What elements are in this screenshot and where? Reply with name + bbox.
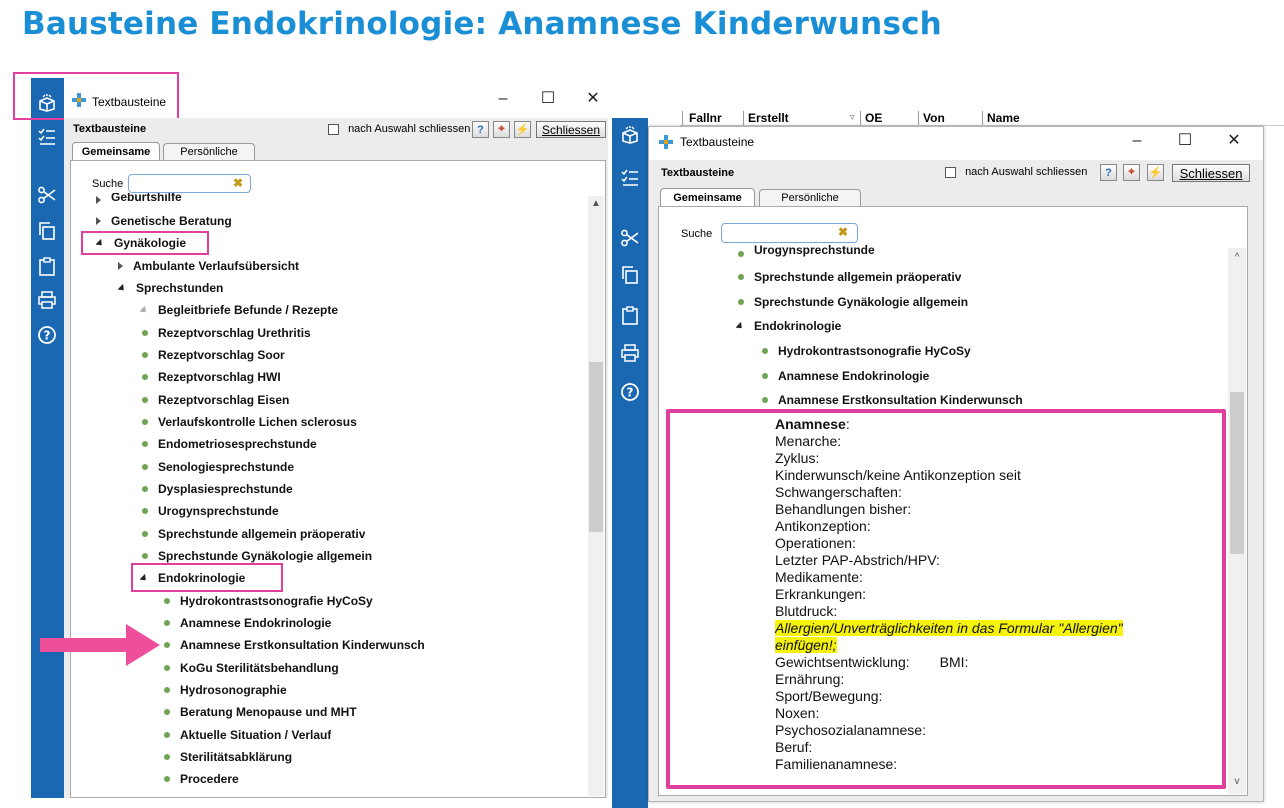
tree-item-endokrinologie[interactable]: Endokrinologie <box>140 570 245 586</box>
scroll-up-icon[interactable]: ▲ <box>591 198 601 209</box>
scissors-icon[interactable] <box>619 227 641 249</box>
tree-item[interactable]: Hydrosonographie <box>164 682 287 698</box>
left-close-button[interactable]: Schliessen <box>536 121 606 138</box>
annotation-box-endokrinologie <box>131 563 283 592</box>
minimize-button[interactable]: – <box>1132 132 1142 149</box>
tree-item[interactable]: Anamnese Endokrinologie <box>164 615 331 631</box>
clipboard-icon[interactable] <box>619 304 641 326</box>
tree-item[interactable]: Urogynsprechstunde <box>142 503 279 519</box>
right-search-input[interactable] <box>721 223 858 243</box>
tree-item[interactable]: Urogynsprechstunde <box>738 245 875 257</box>
page-title: Bausteine Endokrinologie: Anamnese Kinderwunsch <box>22 6 942 42</box>
background-table-header <box>680 110 1284 126</box>
tree-item[interactable]: Endometriosesprechstunde <box>142 436 317 452</box>
tree-item[interactable]: Sprechstunde allgemein präoperativ <box>738 269 961 285</box>
right-header-label: Textbausteine <box>661 167 735 179</box>
preview-line: Antikonzeption: <box>775 518 871 534</box>
scroll-down-icon[interactable]: v <box>1234 776 1240 787</box>
tree-item-anamnese-kinderwunsch[interactable]: Anamnese Erstkonsultation Kinderwunsch <box>762 392 1023 408</box>
maximize-button[interactable]: ☐ <box>1177 132 1193 149</box>
tree-item[interactable]: Geburtshilfe <box>96 193 182 204</box>
tree-item[interactable]: Rezeptvorschlag HWI <box>142 369 281 385</box>
preview-line: Operationen: <box>775 535 856 551</box>
tree-item[interactable]: Anamnese Endokrinologie <box>762 368 929 384</box>
clear-icon[interactable]: ✖ <box>233 176 244 190</box>
print-icon[interactable] <box>619 342 641 364</box>
close-window-button[interactable]: ✕ <box>586 90 600 107</box>
annotation-box-icon <box>13 72 179 120</box>
right-tree <box>660 245 1226 410</box>
clear-icon[interactable]: ✖ <box>838 225 849 239</box>
preview-line: Blutdruck: <box>775 603 838 619</box>
preview-line: Letzter PAP-Abstrich/HPV: <box>775 552 940 568</box>
annotation-box-gynaekologie <box>81 231 209 255</box>
textbausteine-icon <box>659 135 673 149</box>
print-icon[interactable] <box>36 289 58 311</box>
preview-line: Ernährung: <box>775 671 845 687</box>
tab-gemeinsame[interactable]: Gemeinsame <box>72 142 160 160</box>
preview-line: Menarche: <box>775 433 842 449</box>
tree-item[interactable]: Rezeptvorschlag Soor <box>142 347 285 363</box>
tree-item[interactable]: Sprechstunden <box>118 280 223 296</box>
tree-item[interactable]: Verlaufskontrolle Lichen sclerosus <box>142 414 357 430</box>
help-icon[interactable] <box>619 381 641 403</box>
flash-icon[interactable]: ⚡ <box>1147 164 1164 181</box>
preview-line: Kinderwunsch/keine Antikonzeption seit <box>775 467 1021 483</box>
annotation-box-preview <box>666 409 1226 789</box>
list-icon[interactable] <box>36 126 58 148</box>
tree-item[interactable]: Genetische Beratung <box>96 213 232 229</box>
help-icon[interactable]: ? <box>1100 164 1117 181</box>
tree-item-endokrinologie[interactable]: Endokrinologie <box>736 318 841 334</box>
tree-item[interactable]: Rezeptvorschlag Urethritis <box>142 325 311 341</box>
tab-gemeinsame[interactable]: Gemeinsame <box>660 188 755 206</box>
help-icon[interactable]: ? <box>472 121 489 138</box>
right-scroll-thumb[interactable] <box>1230 392 1244 554</box>
tab-persoenliche[interactable]: Persönliche <box>759 189 861 206</box>
preview-line: Psychosozialanamnese: <box>775 722 926 738</box>
col-name[interactable]: Name <box>982 111 1020 125</box>
list-icon[interactable] <box>619 167 641 189</box>
tree-item[interactable]: Sprechstunde Gynäkologie allgemein <box>142 548 372 564</box>
left-close-after-select[interactable] <box>328 123 470 135</box>
right-close-after-select[interactable] <box>945 166 1087 178</box>
clipboard-icon[interactable] <box>36 255 58 277</box>
copy-icon[interactable] <box>36 220 58 242</box>
scissors-icon[interactable] <box>36 184 58 206</box>
left-search-label: Suche <box>92 178 124 190</box>
close-after-select-label: nach Auswahl schliessen <box>965 166 1088 178</box>
tree-item[interactable]: Sprechstunde Gynäkologie allgemein <box>738 294 968 310</box>
preview-line: Noxen: <box>775 705 820 721</box>
right-sidebar <box>612 118 648 808</box>
col-erstellt[interactable]: Erstellt <box>743 111 789 125</box>
tree-item[interactable]: Procedere <box>164 771 239 787</box>
preview-line: Schwangerschaften: <box>775 484 902 500</box>
minimize-button[interactable]: – <box>498 90 508 107</box>
tree-item[interactable]: Sterilitätsabklärung <box>164 749 292 765</box>
col-von[interactable]: Von <box>918 111 945 125</box>
close-after-select-checkbox[interactable] <box>328 124 339 135</box>
left-scrollbar[interactable] <box>588 196 604 796</box>
tree-item-gynaekologie[interactable]: Gynäkologie <box>96 235 186 251</box>
col-fallnr[interactable]: Fallnr <box>682 111 722 125</box>
flash-icon[interactable]: ⚡ <box>514 121 531 138</box>
left-tree <box>72 193 588 797</box>
preview-highlight-line: einfügen!; <box>775 637 837 653</box>
tree-item[interactable]: Aktuelle Situation / Verlauf <box>164 727 331 743</box>
svg-text:?: ? <box>43 328 51 343</box>
bookmark-icon[interactable]: ⌖ <box>493 121 510 138</box>
tree-item[interactable]: Hydrokontrastsonografie HyCoSy <box>762 343 971 359</box>
tree-item[interactable]: Beratung Menopause und MHT <box>164 704 357 720</box>
scroll-up-icon[interactable]: ^ <box>1234 252 1240 263</box>
tree-item[interactable]: KoGu Sterilitätsbehandlung <box>164 660 339 676</box>
preview-line: Zyklus: <box>775 450 820 466</box>
tree-item[interactable]: Begleitbriefe Befunde / Rezepte <box>140 302 338 318</box>
preview-line: Sport/Bewegung: <box>775 688 883 704</box>
tree-item[interactable]: Hydrokontrastsonografie HyCoSy <box>164 593 373 609</box>
right-window-title: Textbausteine <box>680 135 755 149</box>
close-after-select-label: nach Auswahl schliessen <box>348 123 471 135</box>
left-window-title: Textbausteine <box>92 95 167 109</box>
preview-line: Beruf: <box>775 739 813 755</box>
copy-icon[interactable] <box>619 264 641 286</box>
left-header-label: Textbausteine <box>73 123 147 135</box>
tab-persoenliche[interactable]: Persönliche <box>163 143 255 160</box>
close-after-select-checkbox[interactable] <box>945 167 956 178</box>
right-scrollbar[interactable] <box>1228 248 1246 794</box>
sort-icon[interactable]: ▿ <box>850 112 855 122</box>
tree-item[interactable]: Rezeptvorschlag Eisen <box>142 392 289 408</box>
preview-weight-line: Gewichtsentwicklung: BMI: <box>775 654 969 670</box>
preview-line: Medikamente: <box>775 569 863 585</box>
tree-item[interactable]: Senologiesprechstunde <box>142 459 294 475</box>
preview-line: Erkrankungen: <box>775 586 867 602</box>
tree-item-anamnese-kinderwunsch[interactable]: Anamnese Erstkonsultation Kinderwunsch <box>164 637 425 653</box>
bookmark-icon[interactable]: ⌖ <box>1123 164 1140 181</box>
col-oe[interactable]: OE <box>860 111 882 125</box>
right-close-button[interactable]: Schliessen <box>1172 164 1250 182</box>
preview-highlight-line: Allergien/Unverträglichkeiten in das Formular "Allergien" <box>775 620 1123 636</box>
left-scroll-thumb[interactable] <box>589 362 603 532</box>
right-search-label: Suche <box>681 228 713 240</box>
tree-item[interactable]: Dysplasiesprechstunde <box>142 481 293 497</box>
preview-line: Behandlungen bisher: <box>775 501 912 517</box>
help-icon[interactable] <box>36 324 58 346</box>
maximize-button[interactable]: ☐ <box>540 90 556 107</box>
arrow-right-icon <box>40 624 160 666</box>
close-window-button[interactable]: ✕ <box>1227 132 1241 149</box>
left-search-input[interactable] <box>128 174 251 193</box>
text-module-icon[interactable] <box>619 124 641 146</box>
tree-item[interactable]: Sprechstunde allgemein präoperativ <box>142 526 365 542</box>
svg-text:?: ? <box>626 385 634 400</box>
preview-line: Familienanamnese: <box>775 756 898 772</box>
preview-heading: Anamnese: <box>775 416 850 432</box>
tree-item[interactable]: Ambulante Verlaufsübersicht <box>118 258 299 274</box>
